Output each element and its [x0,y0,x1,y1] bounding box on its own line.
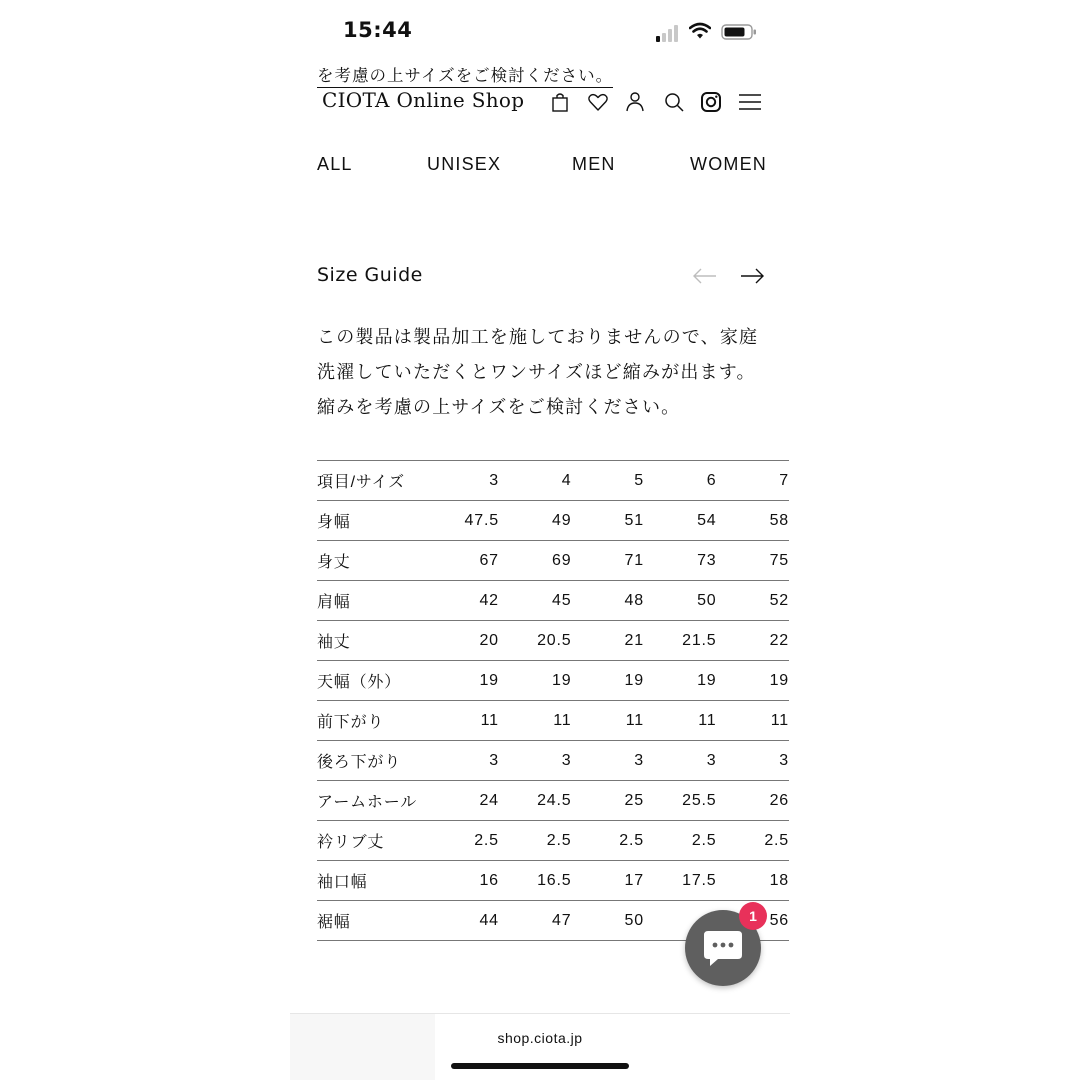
table-row [317,621,789,661]
table-cell: 2.5 [571,821,643,861]
table-cell: 45 [499,581,572,621]
table-row-label: 衿リブ丈 [317,821,426,861]
table-cell: 16 [426,861,499,901]
table-cell: 24.5 [499,781,572,821]
chat-notification-badge: 1 [739,902,767,930]
table-header-cell: 6 [644,461,717,501]
table-cell: 49 [499,501,572,541]
shopping-bag-icon[interactable] [548,90,572,114]
shop-logo[interactable]: CIOTA Online Shop [322,88,525,112]
table-cell: 51 [571,501,643,541]
site-header [317,84,767,120]
size-table [317,460,789,941]
nav-all[interactable]: ALL [317,154,353,174]
table-row-label: 袖丈 [317,621,426,661]
size-guide-title: Size Guide [317,264,423,286]
table-cell: 54 [644,501,717,541]
table-cell: 42 [426,581,499,621]
home-indicator[interactable] [451,1063,629,1069]
table-cell: 58 [716,501,789,541]
table-cell: 21 [571,621,643,661]
arrow-right-icon[interactable] [739,264,765,288]
table-cell: 47 [499,901,572,941]
table-cell: 75 [716,541,789,581]
table-row-label: 袖口幅 [317,861,426,901]
table-cell: 3 [571,741,643,781]
table-row-label: 天幅（外） [317,661,426,701]
table-cell: 2.5 [716,821,789,861]
table-cell: 18 [716,861,789,901]
table-cell: 19 [571,661,643,701]
table-row [317,581,789,621]
arrow-left-icon[interactable] [692,264,718,288]
table-cell: 19 [499,661,572,701]
nav-unisex[interactable]: UNISEX [427,154,502,174]
table-header-cell: 7 [716,461,789,501]
heart-icon[interactable] [586,90,610,114]
table-header-row [317,461,789,501]
search-icon[interactable] [662,90,686,114]
table-row-label: 身幅 [317,501,426,541]
size-guide-description: この製品は製品加工を施しておりませんので、家庭洗濯していただくとワンサイズほど縮みが出ます。縮みを考慮の上サイズをご検討ください。 [317,327,759,418]
status-bar [290,0,790,64]
table-cell: 44 [426,901,499,941]
table-header-cell: 4 [499,461,572,501]
table-cell: 2.5 [499,821,572,861]
table-cell: 17.5 [644,861,717,901]
table-cell: 48 [571,581,643,621]
table-cell: 50 [644,581,717,621]
table-row-label: 前下がり [317,701,426,741]
table-row-label: 裾幅 [317,901,426,941]
instagram-icon[interactable] [699,90,723,114]
nav-women[interactable]: WOMEN [690,154,767,174]
table-row-label: 身丈 [317,541,426,581]
table-cell: 19 [644,661,717,701]
table-row-label: 後ろ下がり [317,741,426,781]
table-cell: 3 [426,741,499,781]
table-cell: 11 [571,701,643,741]
table-header-cell: 3 [426,461,499,501]
table-cell: 22 [716,621,789,661]
table-cell: 2.5 [644,821,717,861]
table-cell: 19 [426,661,499,701]
table-cell: 52 [716,581,789,621]
table-cell: 50 [571,901,643,941]
wifi-icon [689,22,711,40]
table-row-label: アームホール [317,781,426,821]
table-cell: 11 [426,701,499,741]
table-cell: 47.5 [426,501,499,541]
table-cell: 20.5 [499,621,572,661]
table-cell: 19 [716,661,789,701]
table-row [317,781,789,821]
status-time: 15:44 [343,18,413,42]
table-cell: 24 [426,781,499,821]
table-header-cell: 5 [571,461,643,501]
table-cell: 3 [644,741,717,781]
table-cell: 25 [571,781,643,821]
table-cell: 17 [571,861,643,901]
cellular-signal-icon [655,24,681,42]
menu-icon[interactable] [738,90,762,114]
table-cell: 11 [716,701,789,741]
table-cell: 3 [499,741,572,781]
table-cell: 25.5 [644,781,717,821]
table-row [317,861,789,901]
battery-icon [721,23,757,41]
table-row-label: 肩幅 [317,581,426,621]
table-cell: 2.5 [426,821,499,861]
table-cell: 56 [716,901,789,941]
table-row [317,821,789,861]
table-row [317,541,789,581]
phone-screen [290,0,790,1080]
table-cell: 73 [644,541,717,581]
table-cell: 71 [571,541,643,581]
table-cell: 11 [499,701,572,741]
table-row [317,701,789,741]
table-row [317,661,789,701]
table-row [317,741,789,781]
chat-bubble-icon [702,929,744,969]
category-nav [317,150,767,180]
table-cell: 21.5 [644,621,717,661]
account-icon[interactable] [623,90,647,114]
browser-toolbar-panel [290,1014,435,1080]
table-cell: 20 [426,621,499,661]
table-cell: 3 [716,741,789,781]
table-cell: 16.5 [499,861,572,901]
table-cell: 26 [716,781,789,821]
browser-url[interactable]: shop.ciota.jp [497,1030,583,1046]
table-cell: 69 [499,541,572,581]
table-header-cell: 項目/サイズ [317,461,426,501]
table-cell: 11 [644,701,717,741]
nav-men[interactable]: MEN [572,154,616,174]
table-cell: 67 [426,541,499,581]
table-row [317,501,789,541]
size-notice-text[interactable]: を考慮の上サイズをご検討ください。 [317,62,613,88]
